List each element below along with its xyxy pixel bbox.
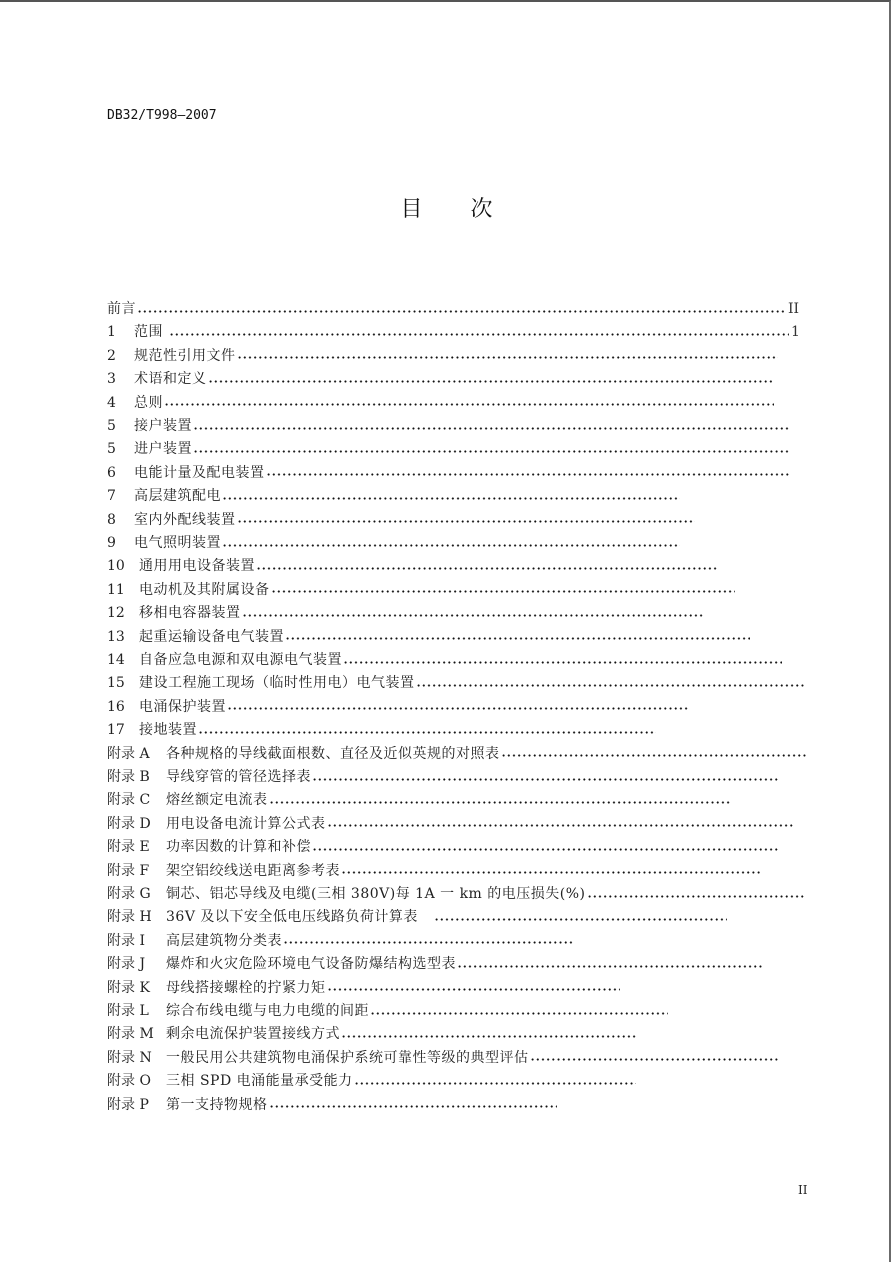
dot-leader	[208, 380, 775, 383]
toc-entry-label: 母线搭接螺栓的拧紧力矩	[166, 979, 326, 996]
toc-entry-number: 13	[107, 628, 125, 645]
toc-entry[interactable]	[107, 368, 774, 390]
dot-leader	[198, 731, 656, 734]
dot-leader	[327, 988, 621, 991]
toc-entry-label: 电气照明装置	[134, 535, 221, 551]
toc-entry[interactable]	[107, 953, 762, 975]
toc-entry[interactable]	[107, 298, 799, 320]
toc-entry-label: 电动机及其附属设备	[139, 581, 270, 598]
toc-entry[interactable]	[107, 321, 801, 343]
toc-entry[interactable]	[107, 789, 730, 811]
toc-entry-label: 规范性引用文件	[134, 347, 236, 364]
dot-leader	[416, 684, 807, 687]
toc-entry-number: 11	[107, 581, 125, 598]
toc-entry-number: 附录 M	[107, 1026, 154, 1043]
toc-entry-number: 附录 J	[107, 956, 146, 973]
dot-leader	[266, 473, 791, 476]
toc-entry-label: 电涌保护装置	[139, 698, 226, 715]
toc-entry-number: 附录 O	[107, 1073, 151, 1090]
toc-entry-label: 用电设备电流计算公式表	[166, 815, 326, 832]
dot-leader	[327, 824, 794, 827]
toc-entry[interactable]	[107, 1094, 557, 1116]
toc-entry-label: 三相 SPD 电涌能量承受能力	[166, 1073, 353, 1090]
toc-entry-label: 一般民用公共建筑物电涌保护系统可靠性等级的典型评估	[166, 1049, 529, 1066]
toc-entry[interactable]	[107, 883, 806, 905]
toc-entry-label: 前言	[107, 301, 136, 317]
toc-entry[interactable]	[107, 415, 790, 437]
toc-entry[interactable]	[107, 649, 782, 671]
toc-entry-number: 附录 B	[107, 769, 150, 785]
page-title-char-1: 目	[400, 197, 423, 222]
toc-entry[interactable]	[107, 1070, 636, 1092]
toc-entry-label: 第一支持物规格	[166, 1096, 268, 1113]
dot-leader	[501, 754, 807, 757]
toc-entry-number: 附录 D	[107, 815, 151, 832]
toc-entry-number: 14	[107, 652, 125, 668]
toc-entry-number: 12	[107, 605, 125, 622]
toc-entry-label: 室内外配线装置	[134, 511, 236, 528]
toc-entry-label: 总则	[134, 394, 163, 411]
toc-entry-number: 15	[107, 675, 125, 692]
dot-leader	[269, 1105, 558, 1108]
dot-leader	[354, 1082, 636, 1085]
toc-entry-number: 17	[107, 722, 125, 739]
dot-leader	[283, 941, 573, 944]
dot-leader	[269, 801, 731, 804]
dot-leader	[341, 871, 762, 874]
dot-leader	[242, 614, 704, 617]
toc-entry-number: 2	[107, 347, 116, 364]
dot-leader	[237, 520, 696, 523]
dot-leader	[587, 895, 806, 898]
toc-entry[interactable]	[107, 719, 656, 741]
toc-entry[interactable]	[107, 906, 727, 928]
toc-entry-number: 5	[107, 418, 116, 434]
toc-entry[interactable]	[107, 836, 778, 858]
standard-code: DB32/T998—2007	[107, 108, 217, 123]
dot-leader	[137, 310, 786, 313]
toc-entry-number: 附录 N	[107, 1049, 152, 1066]
toc-entry-number: 附录 F	[107, 862, 150, 879]
toc-entry-label: 接地装置	[139, 722, 197, 739]
toc-entry-label: 范围	[134, 324, 168, 341]
toc-entry[interactable]	[107, 696, 688, 718]
toc-entry-label: 起重运输设备电气装置	[139, 628, 284, 645]
toc-entry-label: 各种规格的导线截面根数、直径及近似英规的对照表	[166, 745, 500, 762]
dot-leader	[285, 637, 750, 640]
toc-entry-label: 高层建筑配电	[134, 488, 221, 505]
toc-entry[interactable]	[107, 462, 790, 484]
toc-entry-label: 架空铝绞线送电距离参考表	[166, 862, 340, 879]
toc-entry-label: 铜芯、铝芯导线及电缆(三相 380V)每 1A 一 km 的电压损失(%)	[166, 886, 586, 902]
dot-leader	[312, 848, 778, 851]
toc-entry-number: 6	[107, 464, 116, 481]
page-title-char-2: 次	[470, 197, 493, 222]
toc-entry-number: 附录 C	[107, 792, 151, 809]
toc-entry-number: 附录 A	[107, 745, 150, 762]
toc-entry[interactable]	[107, 485, 680, 507]
toc-entry[interactable]	[107, 1023, 636, 1045]
toc-entry[interactable]	[107, 602, 703, 624]
dot-leader	[193, 450, 790, 453]
toc-entry-number: 10	[107, 558, 125, 575]
toc-entry[interactable]	[107, 1047, 778, 1069]
dot-leader	[312, 778, 778, 781]
toc-entry-number: 16	[107, 698, 125, 715]
dot-leader	[341, 1035, 636, 1038]
toc-entry-number: 附录 P	[107, 1096, 149, 1113]
dot-leader	[222, 497, 680, 500]
toc-entry-number: 8	[107, 511, 116, 528]
dot-leader	[222, 544, 680, 547]
toc-entry[interactable]	[107, 555, 718, 577]
toc-entry-label: 高层建筑物分类表	[166, 932, 282, 949]
toc-entry[interactable]	[107, 509, 695, 531]
toc-entry-number: 附录 I	[107, 932, 145, 949]
toc-entry[interactable]	[107, 743, 806, 765]
toc-entry[interactable]	[107, 930, 573, 952]
toc-entry-label: 通用用电设备装置	[139, 558, 255, 575]
toc-entry-label: 功率因数的计算和补偿	[166, 839, 311, 856]
toc-entry[interactable]	[107, 532, 680, 554]
toc-entry-label: 术语和定义	[134, 371, 207, 388]
dot-leader	[256, 567, 718, 570]
toc-entry-label: 自备应急电源和双电源电气装置	[139, 652, 342, 668]
toc-entry-label: 移相电容器装置	[139, 605, 241, 622]
toc-entry-page: 1	[791, 324, 800, 341]
toc-entry-number: 3	[107, 371, 116, 388]
toc-entry[interactable]	[107, 860, 762, 882]
dot-leader	[193, 427, 790, 430]
toc-entry-label: 综合布线电缆与电力电缆的间距	[166, 1003, 369, 1019]
toc-entry[interactable]	[107, 392, 774, 414]
toc-entry-label: 导线穿管的管径选择表	[166, 769, 311, 785]
toc-entry-label: 进户装置	[134, 441, 192, 458]
toc-entry-label: 电能计量及配电装置	[134, 464, 265, 481]
toc-entry[interactable]	[107, 813, 793, 835]
dot-leader	[343, 661, 782, 664]
toc-entry[interactable]	[107, 438, 790, 460]
dot-leader	[164, 403, 774, 406]
toc-entry-number: 附录 H	[107, 909, 152, 926]
dot-leader	[530, 1058, 779, 1061]
toc-entry[interactable]	[107, 579, 735, 601]
dot-leader	[434, 918, 727, 921]
dot-leader	[457, 965, 762, 968]
page-number: II	[798, 1183, 808, 1197]
toc-entry-number: 7	[107, 488, 116, 505]
dot-leader	[169, 333, 789, 336]
toc-entry-number: 1	[107, 324, 116, 341]
dot-leader	[237, 356, 779, 359]
toc-entry-number: 5	[107, 441, 116, 458]
toc-entry-number: 附录 E	[107, 839, 150, 856]
toc-entry-number: 附录 K	[107, 979, 150, 996]
toc-entry-number: 9	[107, 535, 116, 551]
toc-entry-number: 附录 G	[107, 886, 151, 902]
toc-entry-page: II	[787, 301, 799, 317]
toc-entry-number: 附录 L	[107, 1003, 149, 1019]
page-title	[0, 192, 893, 223]
dot-leader	[370, 1012, 668, 1015]
toc-entry-label: 熔丝额定电流表	[166, 792, 268, 809]
toc-entry[interactable]	[107, 626, 750, 648]
dot-leader	[227, 707, 688, 710]
toc-entry[interactable]	[107, 345, 778, 367]
toc-entry[interactable]	[107, 977, 620, 999]
toc-entry[interactable]	[107, 1000, 668, 1022]
toc-entry-number: 4	[107, 394, 116, 411]
dot-leader	[271, 590, 736, 593]
toc-entry-label: 36V 及以下安全低电压线路负荷计算表	[166, 909, 433, 926]
toc-entry-label: 剩余电流保护装置接线方式	[166, 1026, 340, 1043]
toc-entry-label: 爆炸和火灾危险环境电气设备防爆结构选型表	[166, 956, 456, 973]
toc-entry[interactable]	[107, 766, 778, 788]
toc-entry[interactable]	[107, 672, 806, 694]
toc-entry-label: 建设工程施工现场（临时性用电）电气装置	[139, 675, 415, 692]
toc-entry-label: 接户装置	[134, 418, 192, 434]
